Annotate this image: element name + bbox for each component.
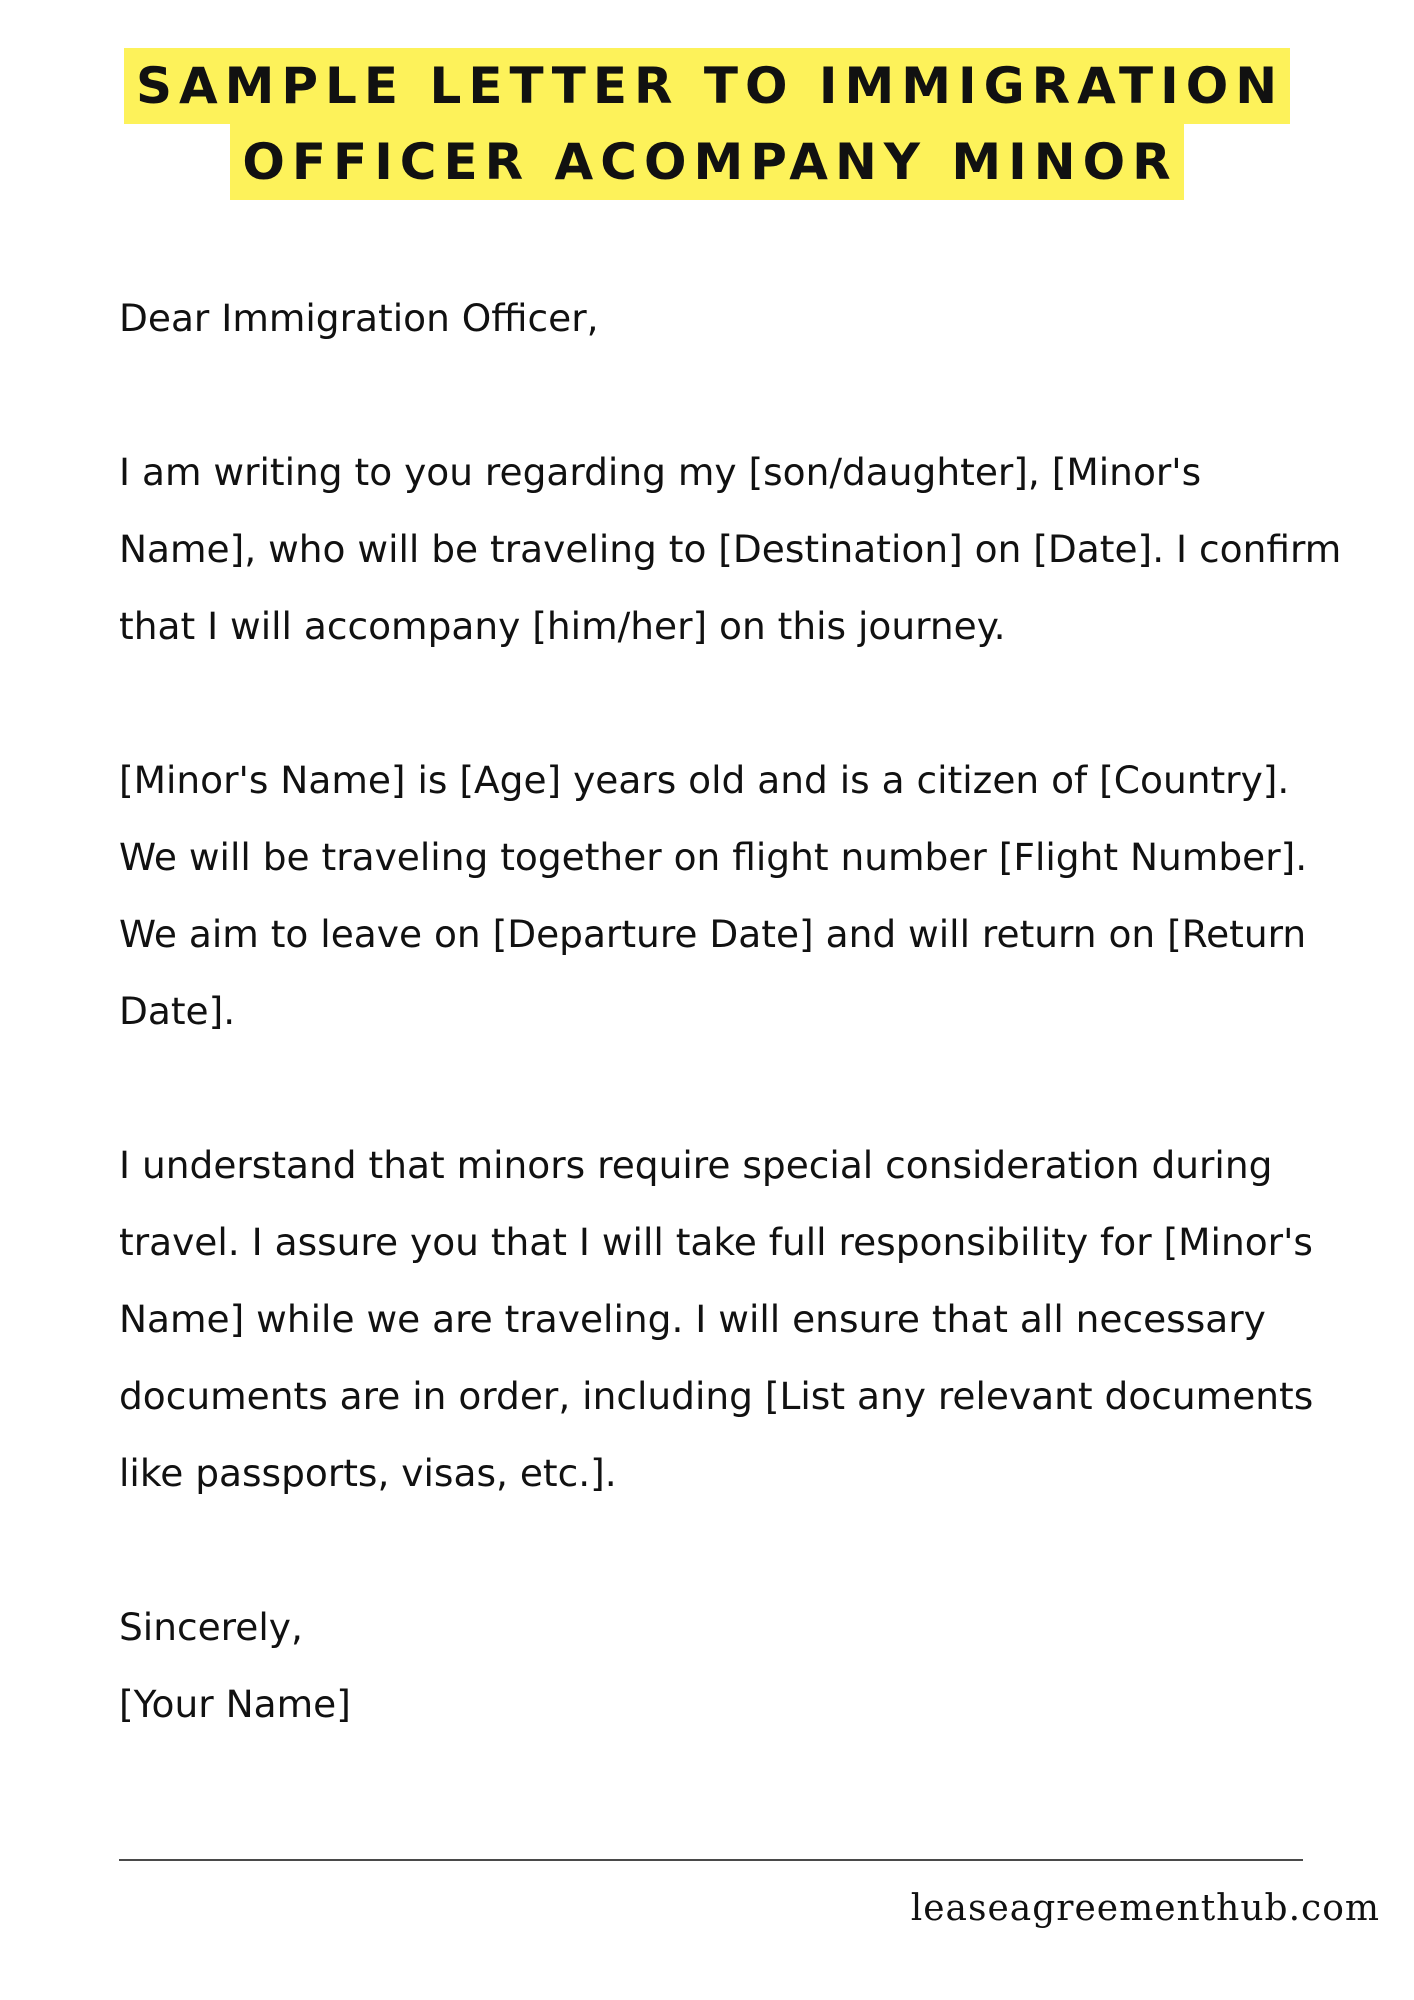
closing: Sincerely, [119,1605,303,1649]
title-line-1: SAMPLE LETTER TO IMMIGRATION [124,48,1290,124]
paragraph-2: [Minor's Name] is [Age] years old and is a citizen of [Country]. We will be traveling together on flight number [Flight Number]. We aim to leave on [Departure Date] and will return on [Return Date]. [119,758,1308,1033]
salutation: Dear Immigration Officer, [119,296,599,340]
letter-body [119,280,1349,1743]
title-line-2: OFFICER ACOMPANY MINOR [230,124,1183,200]
paragraph-3: I understand that minors require special consideration during travel. I assure you that I will take full responsibility for [Minor's Name] while we are traveling. I will ensure that all necessary documents are in order, including [List any relevant documents like passports, visas, etc.]. [119,1143,1314,1495]
paragraph-1: I am writing to you regarding my [son/daughter], [Minor's Name], who will be traveling to [Destination] on [Date]. I confirm that I will accompany [him/her] on this journey. [119,450,1342,648]
document-title [0,48,1414,200]
footer-brand: leaseagreementhub.com [910,1888,1380,1929]
signature-name: [Your Name] [119,1682,351,1726]
signature-line [119,1859,1303,1861]
